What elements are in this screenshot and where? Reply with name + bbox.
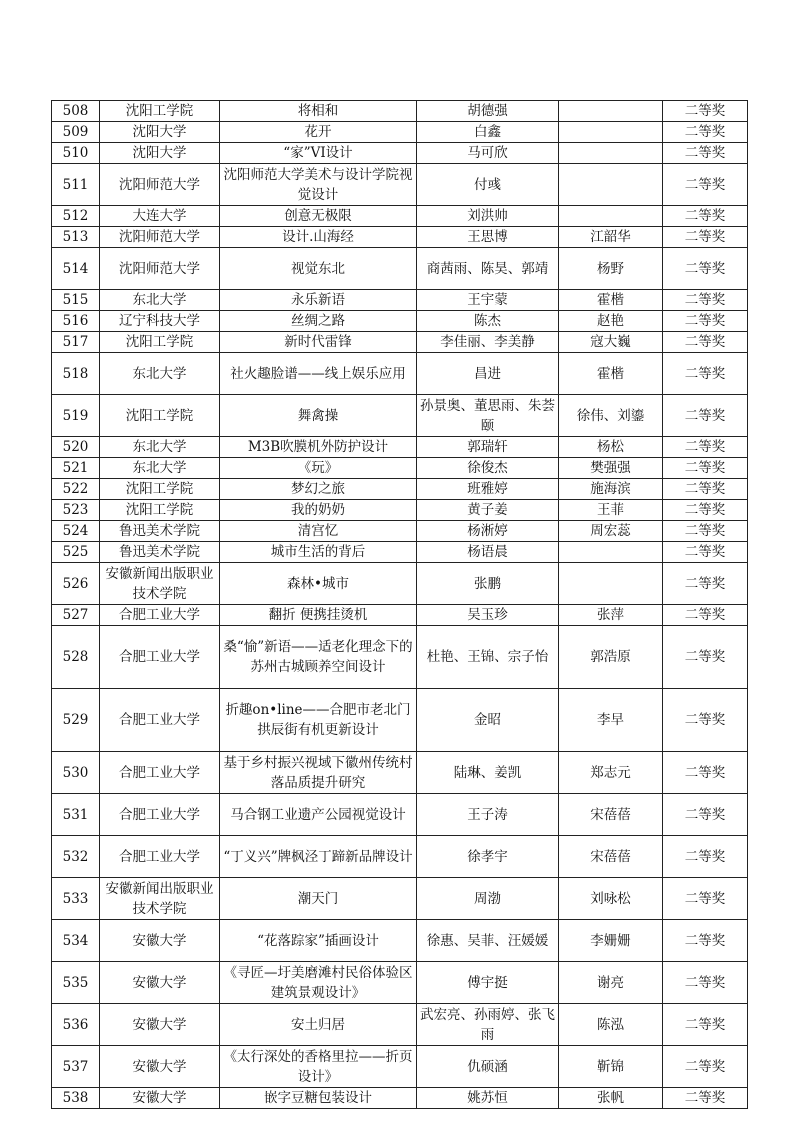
cell-authors: 孙景奥、董思雨、朱荟颐 — [417, 395, 559, 437]
cell-advisor: 霍楷 — [559, 290, 663, 311]
cell-title: 马合钢工业遗产公园视觉设计 — [220, 794, 417, 836]
cell-school: 合肥工业大学 — [100, 689, 220, 752]
table-row — [52, 122, 748, 143]
cell-advisor: 靳锦 — [559, 1046, 663, 1088]
table-row — [52, 752, 748, 794]
cell-num: 524 — [52, 521, 100, 542]
cell-school: 安徽新闻出版职业技术学院 — [100, 563, 220, 605]
cell-award: 二等奖 — [663, 311, 748, 332]
cell-title: 《太行深处的香格里拉——折页设计》 — [220, 1046, 417, 1088]
cell-num: 527 — [52, 605, 100, 626]
cell-advisor — [559, 143, 663, 164]
cell-title: 我的奶奶 — [220, 500, 417, 521]
cell-award: 二等奖 — [663, 479, 748, 500]
cell-title: 森林•城市 — [220, 563, 417, 605]
cell-award: 二等奖 — [663, 164, 748, 206]
cell-advisor: 宋蓓蓓 — [559, 794, 663, 836]
cell-title: 折趣on•line——合肥市老北门拱辰街有机更新设计 — [220, 689, 417, 752]
cell-award: 二等奖 — [663, 227, 748, 248]
cell-school: 合肥工业大学 — [100, 794, 220, 836]
cell-title: 清宫忆 — [220, 521, 417, 542]
cell-authors: 付彧 — [417, 164, 559, 206]
cell-num: 511 — [52, 164, 100, 206]
table-row — [52, 794, 748, 836]
cell-award: 二等奖 — [663, 542, 748, 563]
cell-title: 舞禽操 — [220, 395, 417, 437]
cell-award: 二等奖 — [663, 1088, 748, 1109]
cell-award: 二等奖 — [663, 836, 748, 878]
cell-advisor: 杨松 — [559, 437, 663, 458]
cell-award: 二等奖 — [663, 878, 748, 920]
cell-num: 513 — [52, 227, 100, 248]
cell-num: 518 — [52, 353, 100, 395]
cell-num: 515 — [52, 290, 100, 311]
cell-authors: 黄子姜 — [417, 500, 559, 521]
table-row — [52, 290, 748, 311]
cell-num: 510 — [52, 143, 100, 164]
cell-num: 512 — [52, 206, 100, 227]
table-row — [52, 962, 748, 1004]
cell-title: M3B吹膜机外防护设计 — [220, 437, 417, 458]
cell-advisor: 张萍 — [559, 605, 663, 626]
cell-advisor: 李姗姗 — [559, 920, 663, 962]
cell-school: 沈阳师范大学 — [100, 248, 220, 290]
cell-school: 东北大学 — [100, 353, 220, 395]
cell-num: 526 — [52, 563, 100, 605]
cell-school: 合肥工业大学 — [100, 605, 220, 626]
cell-authors: 郭瑞轩 — [417, 437, 559, 458]
cell-school: 安徽大学 — [100, 920, 220, 962]
cell-advisor: 宋蓓蓓 — [559, 836, 663, 878]
cell-advisor: 李早 — [559, 689, 663, 752]
cell-award: 二等奖 — [663, 794, 748, 836]
cell-authors: 傅宇挺 — [417, 962, 559, 1004]
cell-award: 二等奖 — [663, 521, 748, 542]
cell-authors: 徐俊杰 — [417, 458, 559, 479]
cell-title: 城市生活的背后 — [220, 542, 417, 563]
cell-school: 沈阳工学院 — [100, 500, 220, 521]
cell-advisor — [559, 206, 663, 227]
cell-school: 安徽新闻出版职业技术学院 — [100, 878, 220, 920]
cell-num: 521 — [52, 458, 100, 479]
table-row — [52, 206, 748, 227]
cell-award: 二等奖 — [663, 143, 748, 164]
cell-award: 二等奖 — [663, 962, 748, 1004]
table-row — [52, 521, 748, 542]
cell-authors: 马可欣 — [417, 143, 559, 164]
cell-advisor: 施海滨 — [559, 479, 663, 500]
cell-advisor: 霍楷 — [559, 353, 663, 395]
cell-authors: 王子涛 — [417, 794, 559, 836]
cell-advisor: 江韶华 — [559, 227, 663, 248]
cell-title: 《寻匠—圩美磨滩村民俗体验区建筑景观设计》 — [220, 962, 417, 1004]
cell-school: 鲁迅美术学院 — [100, 521, 220, 542]
cell-num: 508 — [52, 101, 100, 122]
cell-school: 东北大学 — [100, 437, 220, 458]
table-row — [52, 248, 748, 290]
cell-school: 鲁迅美术学院 — [100, 542, 220, 563]
table-row — [52, 605, 748, 626]
cell-advisor — [559, 122, 663, 143]
cell-school: 东北大学 — [100, 458, 220, 479]
cell-title: 花开 — [220, 122, 417, 143]
table-row — [52, 689, 748, 752]
cell-school: 沈阳大学 — [100, 122, 220, 143]
cell-authors: 王思博 — [417, 227, 559, 248]
cell-advisor: 王菲 — [559, 500, 663, 521]
cell-authors: 白鑫 — [417, 122, 559, 143]
cell-authors: 刘洪帅 — [417, 206, 559, 227]
cell-award: 二等奖 — [663, 332, 748, 353]
table-row — [52, 353, 748, 395]
cell-title: “家”VI设计 — [220, 143, 417, 164]
cell-title: “花落踪家”插画设计 — [220, 920, 417, 962]
table-row — [52, 1004, 748, 1046]
cell-title: 基于乡村振兴视域下徽州传统村落品质提升研究 — [220, 752, 417, 794]
cell-title: 将相和 — [220, 101, 417, 122]
cell-school: 沈阳工学院 — [100, 395, 220, 437]
table-row — [52, 920, 748, 962]
table-row — [52, 1046, 748, 1088]
cell-advisor: 樊强强 — [559, 458, 663, 479]
cell-award: 二等奖 — [663, 248, 748, 290]
cell-authors: 陆琳、姜凯 — [417, 752, 559, 794]
cell-school: 沈阳工学院 — [100, 332, 220, 353]
award-table — [51, 100, 748, 1109]
cell-title: 沈阳师范大学美术与设计学院视觉设计 — [220, 164, 417, 206]
cell-award: 二等奖 — [663, 563, 748, 605]
cell-num: 522 — [52, 479, 100, 500]
table-row — [52, 479, 748, 500]
table-row — [52, 1088, 748, 1109]
cell-advisor: 赵艳 — [559, 311, 663, 332]
cell-award: 二等奖 — [663, 101, 748, 122]
table-row — [52, 878, 748, 920]
cell-num: 535 — [52, 962, 100, 1004]
cell-award: 二等奖 — [663, 395, 748, 437]
table-row — [52, 563, 748, 605]
table-row — [52, 143, 748, 164]
cell-advisor: 郑志元 — [559, 752, 663, 794]
cell-title: 视觉东北 — [220, 248, 417, 290]
cell-school: 辽宁科技大学 — [100, 311, 220, 332]
cell-title: 潮天门 — [220, 878, 417, 920]
cell-num: 530 — [52, 752, 100, 794]
cell-title: 新时代雷锋 — [220, 332, 417, 353]
cell-authors: 仇硕涵 — [417, 1046, 559, 1088]
cell-title: 创意无极限 — [220, 206, 417, 227]
table-row — [52, 101, 748, 122]
table-row — [52, 395, 748, 437]
cell-authors: 吴玉珍 — [417, 605, 559, 626]
cell-authors: 武宏亮、孙雨婷、张飞雨 — [417, 1004, 559, 1046]
cell-award: 二等奖 — [663, 1004, 748, 1046]
cell-title: 永乐新语 — [220, 290, 417, 311]
cell-award: 二等奖 — [663, 689, 748, 752]
cell-authors: 班雅婷 — [417, 479, 559, 500]
cell-num: 523 — [52, 500, 100, 521]
cell-num: 516 — [52, 311, 100, 332]
cell-num: 509 — [52, 122, 100, 143]
cell-advisor — [559, 542, 663, 563]
cell-num: 514 — [52, 248, 100, 290]
cell-award: 二等奖 — [663, 437, 748, 458]
cell-school: 大连大学 — [100, 206, 220, 227]
cell-award: 二等奖 — [663, 920, 748, 962]
cell-num: 519 — [52, 395, 100, 437]
cell-award: 二等奖 — [663, 1046, 748, 1088]
cell-school: 沈阳师范大学 — [100, 227, 220, 248]
cell-title: 设计.山海经 — [220, 227, 417, 248]
cell-num: 531 — [52, 794, 100, 836]
cell-num: 529 — [52, 689, 100, 752]
cell-authors: 昌进 — [417, 353, 559, 395]
cell-advisor: 郭浩原 — [559, 626, 663, 689]
table-row — [52, 332, 748, 353]
cell-school: 合肥工业大学 — [100, 626, 220, 689]
cell-school: 合肥工业大学 — [100, 752, 220, 794]
cell-advisor: 周宏蕊 — [559, 521, 663, 542]
cell-school: 安徽大学 — [100, 1046, 220, 1088]
cell-school: 沈阳工学院 — [100, 479, 220, 500]
cell-title: 嵌字豆糖包装设计 — [220, 1088, 417, 1109]
cell-num: 537 — [52, 1046, 100, 1088]
cell-title: 桑“愉”新语——适老化理念下的苏州古城顾养空间设计 — [220, 626, 417, 689]
cell-advisor: 张帆 — [559, 1088, 663, 1109]
cell-authors: 姚苏恒 — [417, 1088, 559, 1109]
cell-advisor: 刘咏松 — [559, 878, 663, 920]
cell-authors: 徐孝宇 — [417, 836, 559, 878]
cell-authors: 李佳丽、李美静 — [417, 332, 559, 353]
table-row — [52, 500, 748, 521]
cell-authors: 商茜雨、陈昊、郭靖 — [417, 248, 559, 290]
table-row — [52, 836, 748, 878]
cell-authors: 杨语晨 — [417, 542, 559, 563]
cell-award: 二等奖 — [663, 290, 748, 311]
cell-num: 528 — [52, 626, 100, 689]
cell-authors: 杨淅婷 — [417, 521, 559, 542]
cell-title: “丁义兴”牌枫泾丁蹄新品牌设计 — [220, 836, 417, 878]
cell-advisor: 谢亮 — [559, 962, 663, 1004]
cell-advisor — [559, 164, 663, 206]
cell-num: 533 — [52, 878, 100, 920]
cell-num: 538 — [52, 1088, 100, 1109]
table-row — [52, 227, 748, 248]
cell-award: 二等奖 — [663, 458, 748, 479]
cell-award: 二等奖 — [663, 122, 748, 143]
cell-authors: 王宇蒙 — [417, 290, 559, 311]
table-row — [52, 311, 748, 332]
cell-school: 沈阳大学 — [100, 143, 220, 164]
cell-award: 二等奖 — [663, 500, 748, 521]
cell-num: 520 — [52, 437, 100, 458]
cell-title: 丝绸之路 — [220, 311, 417, 332]
cell-school: 合肥工业大学 — [100, 836, 220, 878]
cell-num: 534 — [52, 920, 100, 962]
award-table-body — [52, 101, 748, 1109]
cell-award: 二等奖 — [663, 353, 748, 395]
cell-title: 《玩》 — [220, 458, 417, 479]
cell-title: 梦幻之旅 — [220, 479, 417, 500]
cell-num: 532 — [52, 836, 100, 878]
table-row — [52, 458, 748, 479]
cell-advisor: 陈泓 — [559, 1004, 663, 1046]
cell-award: 二等奖 — [663, 206, 748, 227]
cell-school: 东北大学 — [100, 290, 220, 311]
cell-authors: 徐惠、吴菲、汪媛媛 — [417, 920, 559, 962]
cell-advisor — [559, 101, 663, 122]
table-row — [52, 626, 748, 689]
cell-title: 社火趣脸谱——线上娱乐应用 — [220, 353, 417, 395]
cell-school: 沈阳工学院 — [100, 101, 220, 122]
table-row — [52, 542, 748, 563]
cell-school: 安徽大学 — [100, 962, 220, 1004]
cell-advisor: 徐伟、刘鎏 — [559, 395, 663, 437]
cell-title: 翻折 便携挂烫机 — [220, 605, 417, 626]
cell-num: 525 — [52, 542, 100, 563]
cell-num: 517 — [52, 332, 100, 353]
table-row — [52, 164, 748, 206]
cell-num: 536 — [52, 1004, 100, 1046]
cell-authors: 胡德强 — [417, 101, 559, 122]
cell-authors: 周渤 — [417, 878, 559, 920]
cell-authors: 杜艳、王锦、宗子怡 — [417, 626, 559, 689]
cell-school: 安徽大学 — [100, 1004, 220, 1046]
cell-advisor — [559, 563, 663, 605]
cell-authors: 陈杰 — [417, 311, 559, 332]
cell-award: 二等奖 — [663, 605, 748, 626]
cell-title: 安土归居 — [220, 1004, 417, 1046]
table-row — [52, 437, 748, 458]
cell-school: 安徽大学 — [100, 1088, 220, 1109]
cell-authors: 张鹏 — [417, 563, 559, 605]
cell-authors: 金昭 — [417, 689, 559, 752]
cell-award: 二等奖 — [663, 752, 748, 794]
cell-school: 沈阳师范大学 — [100, 164, 220, 206]
cell-advisor: 寇大巍 — [559, 332, 663, 353]
cell-award: 二等奖 — [663, 626, 748, 689]
cell-advisor: 杨野 — [559, 248, 663, 290]
